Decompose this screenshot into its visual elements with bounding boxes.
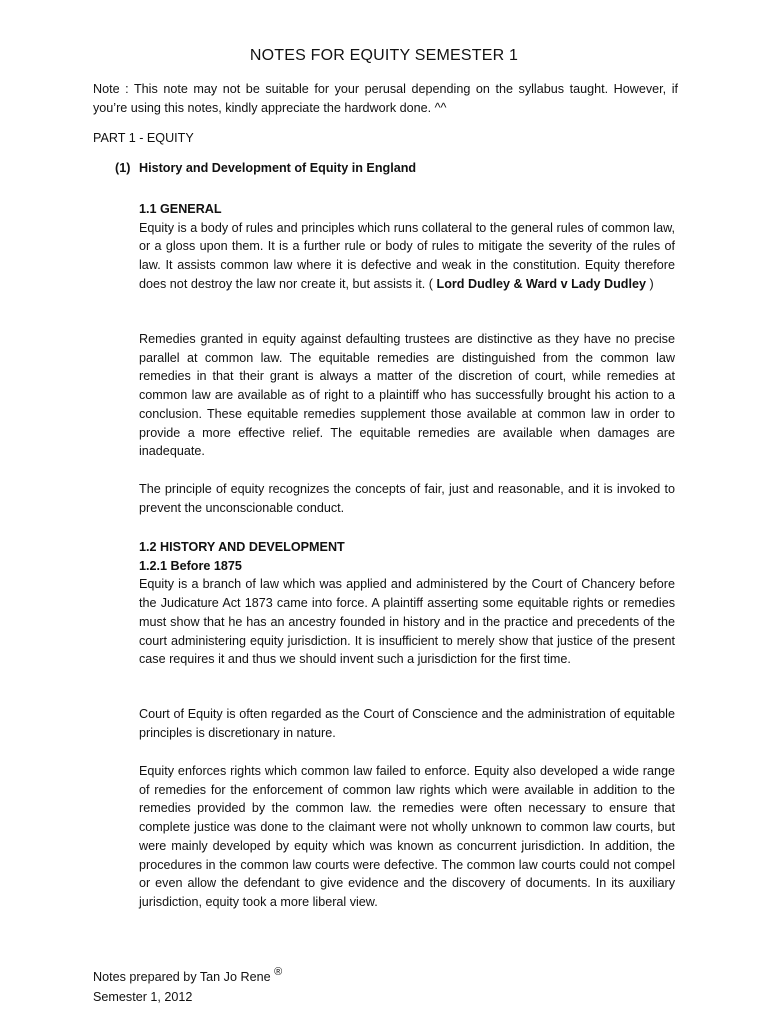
general-paragraph-1-text: Equity is a body of rules and principles which runs collateral to the general rules of common law, or a gloss upon them. It is a further rule or body of rules to mitigate the severity of the rules of law. It assists common law where it is defective and weak in the constitution. Equity therefore does not destroy the law nor create it, but assists it. (	[139, 220, 675, 291]
page-title: NOTES FOR EQUITY SEMESTER 1	[249, 47, 519, 64]
section-heading	[115, 161, 416, 175]
history-subheading: 1.2.1 Before 1875	[139, 558, 242, 573]
footer-author-line	[93, 962, 282, 987]
intro-note: Note : This note may not be suitable for your perusal depending on the syllabus taught. However, if you’re using this notes, kindly appreciate the hardwork done. ^^	[93, 82, 678, 115]
general-paragraph-1	[139, 219, 675, 294]
section-number: (1)	[115, 161, 131, 175]
history-paragraph-2: Court of Equity is often regarded as the Court of Conscience and the administration of equitable principles is discretionary in nature.	[139, 707, 675, 740]
case-citation: Lord Dudley & Ward v Lady Dudley	[436, 276, 646, 291]
history-heading: 1.2 HISTORY AND DEVELOPMENT	[139, 540, 345, 554]
history-paragraph-3: Equity enforces rights which common law failed to enforce. Equity also developed a wide range of remedies for the enforcement of common law rights which were available in addition to the remedies provided by the common law. the remedies were often necessary to ensure that complete justice was done to the claimant were not wholly unknown to common law courts, but were mainly developed by equity which was known as concurrent jurisdiction. In addition, the procedures in the common law courts were defective. The common law courts could not compel or even allow the defendant to give evidence and the discovery of documents. In its auxiliary jurisdiction, equity took a more liberal view.	[139, 764, 675, 909]
general-paragraph-3: The principle of equity recognizes the concepts of fair, just and reasonable, and it is invoked to prevent the unconscionable conduct.	[139, 482, 675, 515]
part-heading: PART 1 - EQUITY	[93, 131, 194, 145]
footer-author: Notes prepared by Tan Jo Rene	[93, 970, 271, 984]
history-section	[139, 538, 675, 669]
general-paragraph-1-end: )	[649, 276, 654, 291]
registered-mark: ®	[274, 966, 283, 978]
history-paragraph-1: Equity is a branch of law which was applied and administered by the Court of Chancery before the Judicature Act 1873 came into force. A plaintiff asserting some equitable rights or remedies must show that he has an ancestry founded in history and in the practice and precedents of the court administering equity jurisdiction. It is insufficient to merely show that justice of the present case requires it and thus we should invent such a jurisdiction for the first time.	[139, 577, 675, 667]
footer	[93, 962, 282, 1007]
section-title: History and Development of Equity in England	[139, 161, 417, 175]
general-paragraph-2: Remedies granted in equity against defaulting trustees are distinctive as they have no precise parallel at common law. The equitable remedies are distinguished from the common law remedies in that their grant is always a matter of the discretion of court, while remedies at common law are available as of right to a plaintiff who has successfully brought his action to a conclusion. These equitable remedies supplement those available at common law in order to provide a more effective relief. The equitable remedies are available when damages are inadequate.	[139, 332, 675, 459]
footer-semester: Semester 1, 2012	[93, 990, 193, 1004]
general-heading: 1.1 GENERAL	[139, 202, 222, 216]
general-section	[139, 200, 675, 294]
